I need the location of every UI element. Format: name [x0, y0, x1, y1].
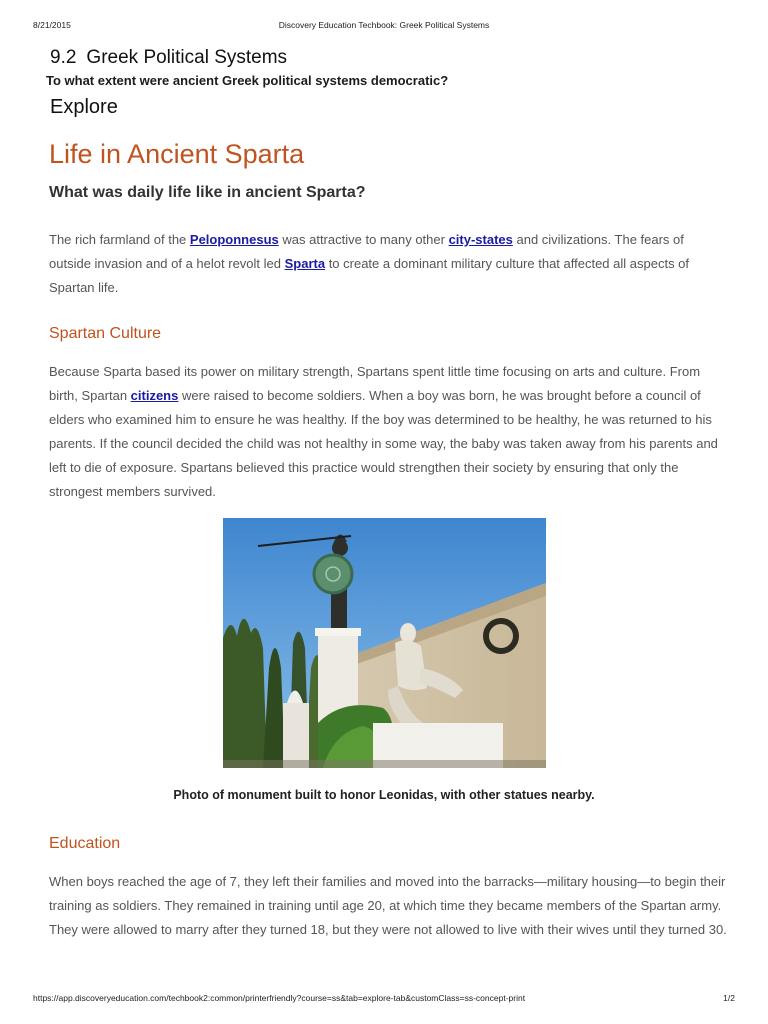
print-title: Discovery Education Techbook: Greek Political Systems [278, 20, 490, 30]
glossary-link-peloponnesus[interactable]: Peloponnesus [189, 232, 279, 247]
spartan-culture-paragraph [49, 360, 729, 504]
print-date: 8/21/2015 [33, 20, 71, 30]
education-heading: Education [49, 835, 121, 852]
lesson-number: 9.2 [50, 47, 77, 68]
intro-text-1: The rich farmland of the [49, 232, 190, 247]
education-paragraph: When boys reached the age of 7, they left their families and moved into the barracks—military housing—to begin their training as soldiers. They remained in training until age 20, at which time they became members of the Spartan army. They were allowed to marry after they turned 18, but they were not allowed to live with their wives until they turned 30. [49, 874, 727, 937]
page-number: 1/2 [723, 993, 735, 1003]
leonidas-monument-photo [223, 518, 546, 768]
section-title: Life in Ancient Sparta [49, 139, 305, 169]
intro-text-2: was attractive to many other [278, 232, 449, 247]
intro-paragraph [49, 228, 729, 300]
spartan-culture-heading: Spartan Culture [49, 325, 162, 342]
photo-caption: Photo of monument built to honor Leonidas, with other statues nearby. [173, 788, 595, 802]
glossary-link-sparta[interactable]: Sparta [284, 256, 326, 271]
glossary-link-city-states[interactable]: city-states [448, 232, 513, 247]
essential-question: To what extent were ancient Greek political systems democratic? [46, 73, 449, 88]
print-footer [33, 993, 735, 1005]
tab-heading: Explore [50, 96, 118, 118]
lesson-title-text: Greek Political Systems [86, 47, 288, 68]
culture-text-1: Because Sparta based its power on military strength, Spartans spent little time focusing on arts and culture. From birth, Spartan [49, 364, 701, 403]
page-url: https://app.discoveryeducation.com/techbook2:common/printerfriendly?course=ss&tab=explore-tab&customClass=ss-concept-print [33, 993, 526, 1003]
glossary-link-citizens[interactable]: citizens [130, 388, 179, 403]
intro-text-4: to create a dominant military culture that affected all aspects of Spartan life. [49, 256, 690, 295]
lesson-title [50, 47, 287, 69]
intro-text-3: and civilizations. The fears of outside invasion and of a helot revolt led [49, 232, 684, 271]
culture-text-2: were raised to become soldiers. When a boy was born, he was brought before a council of elders who examined him to ensure he was healthy. If the boy was determined to be healthy, he was returned to his parents. If the council decided the child was not healthy in some way, the baby was taken away from his parents and left to die of exposure. Spartans believed this practice would strengthen their society by ensuring that only the strongest members survived. [49, 388, 718, 499]
print-header [33, 20, 735, 32]
section-question: What was daily life like in ancient Sparta? [49, 184, 366, 201]
